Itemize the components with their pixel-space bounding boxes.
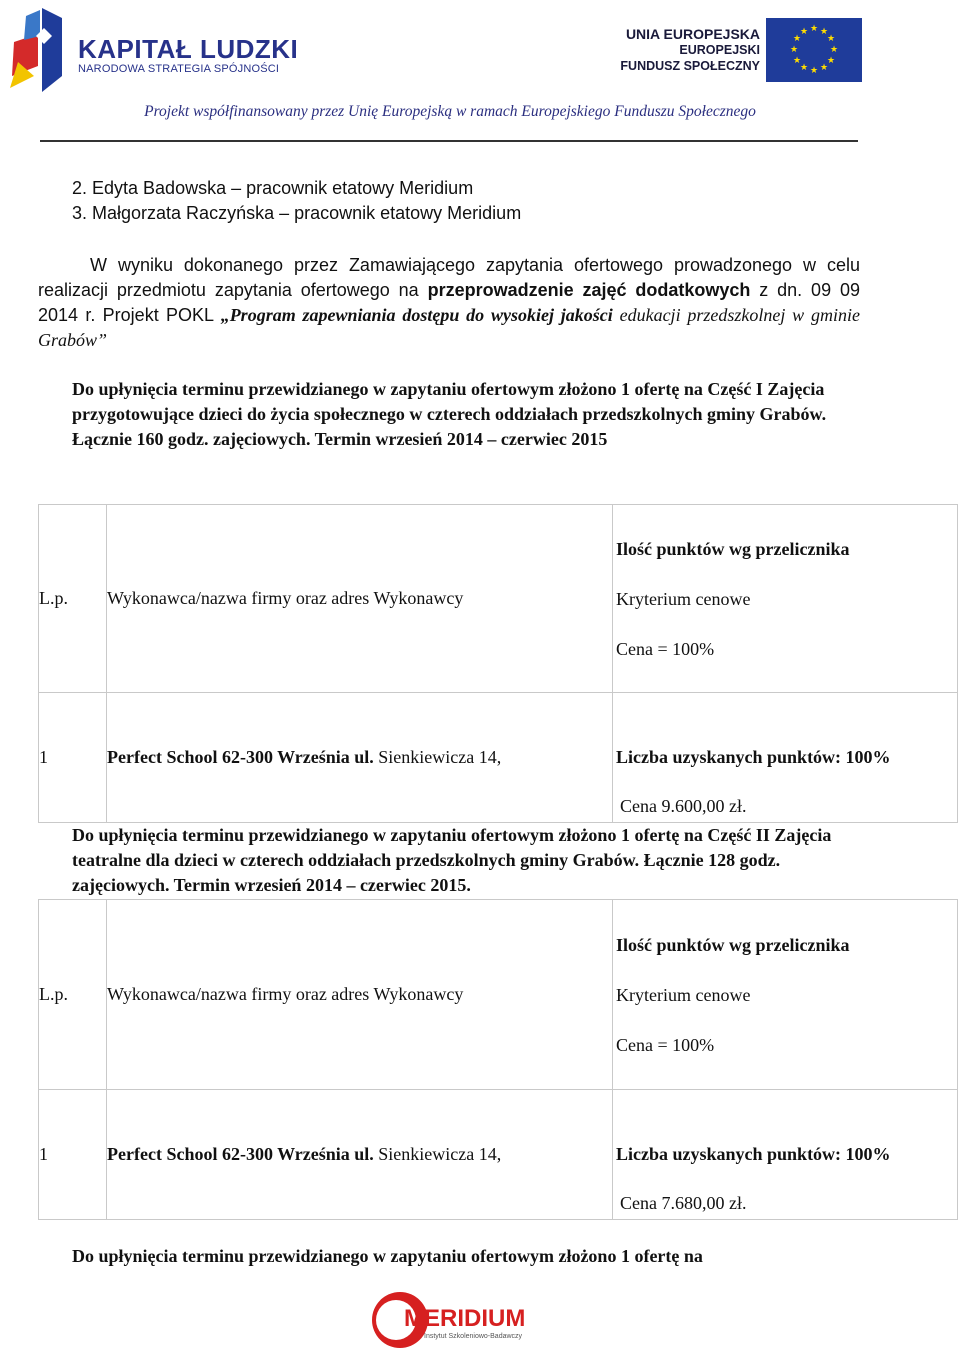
col-lp: L.p. [39, 900, 107, 1090]
intro-date: z dn. 09 09 2014 r. Projekt POKL [38, 280, 860, 325]
intro-paragraph [38, 253, 860, 353]
price-weight: Cena = 100% [616, 638, 715, 659]
svg-text:★: ★ [819, 27, 829, 37]
points-header: Ilość punktów wg przelicznika [616, 934, 850, 955]
eu-label-line2: EUROPEJSKI [679, 43, 760, 57]
points-header: Ilość punktów wg przelicznika [616, 538, 850, 559]
eu-label-line1: UNIA EUROPEJSKA [625, 26, 760, 42]
svg-text:★: ★ [826, 34, 836, 44]
row-lp: 1 [39, 693, 107, 823]
price-weight: Cena = 100% [616, 1034, 715, 1055]
header-divider [40, 140, 858, 142]
offers-table-part1 [38, 504, 958, 823]
svg-text:★: ★ [799, 27, 809, 37]
col-points [613, 900, 958, 1090]
svg-text:★: ★ [792, 56, 802, 66]
svg-text:★: ★ [829, 45, 839, 55]
eu-flag-icon [766, 18, 862, 82]
col-points [613, 505, 958, 693]
offers-table-part2 [38, 899, 958, 1220]
table-header-row [39, 900, 958, 1090]
row-points-value: Liczba uzyskanych punktów: 100% [616, 1144, 891, 1164]
eu-label [620, 26, 760, 74]
section-part2-text: Do upłynięcia terminu przewidzianego w zapytaniu ofertowym złożono 1 ofertę na Część II Zajęcia teatralne dla dzieci w czterech oddziałach przedszkolnych gminy Grabów. Łącznie 128 godz. zajęciowych. Termin wrzesień 2014 – czerwiec 2015. [72, 825, 832, 895]
row-contractor [107, 1090, 613, 1220]
kapital-ludzki-title: KAPITAŁ LUDZKI [78, 34, 299, 64]
cofinancing-note: Projekt współfinansowany przez Unię Europejską w ramach Europejskiego Funduszu Społecznego [144, 103, 756, 120]
svg-text:★: ★ [792, 34, 802, 44]
row-points [613, 1090, 958, 1220]
svg-text:★: ★ [799, 63, 809, 73]
svg-text:★: ★ [789, 45, 799, 55]
meridium-logo-text: MERIDIUM [404, 1305, 526, 1332]
svg-text:★: ★ [826, 56, 836, 66]
table-row [39, 1090, 958, 1220]
price-criterion: Kryterium cenowe [616, 588, 751, 609]
row-contractor-address: Sienkiewicza 14, [373, 747, 502, 767]
row-points [613, 693, 958, 823]
svg-text:★: ★ [809, 24, 819, 34]
meridium-logo [370, 1290, 530, 1350]
row-price: Cena 7.680,00 zł. [620, 1193, 747, 1213]
section-part1-text: Do upłynięcia terminu przewidzianego w zapytaniu ofertowym złożono 1 ofertę na Część I Zajęcia przygotowujące dzieci do życia społecznego w czterech oddziałach przedszkolnych gminy Grabów. Łącznie 160 godz. zajęciowych. Termin wrzesień 2014 – czerwiec 2015 [72, 379, 827, 449]
row-points-value: Liczba uzyskanych punktów: 100% [616, 747, 891, 767]
col-contractor: Wykonawca/nazwa firmy oraz adres Wykonawcy [107, 900, 613, 1090]
intro-program: „Program zapewniania dostępu do wysokiej jakości [220, 305, 613, 325]
row-lp: 1 [39, 1090, 107, 1220]
kapital-ludzki-subtitle: NARODOWA STRATEGIA SPÓJNOŚCI [78, 63, 280, 75]
row-contractor [107, 693, 613, 823]
list-item: 3. Małgorzata Raczyńska – pracownik etatowy Meridium [72, 203, 522, 223]
list-item: 2. Edyta Badowska – pracownik etatowy Meridium [72, 178, 474, 198]
svg-text:★: ★ [819, 63, 829, 73]
row-contractor-address: Sienkiewicza 14, [373, 1144, 502, 1164]
table-header-row [39, 505, 958, 693]
price-criterion: Kryterium cenowe [616, 984, 751, 1005]
row-price: Cena 9.600,00 zł. [620, 796, 747, 816]
eu-label-line3: FUNDUSZ SPOŁECZNY [620, 59, 760, 73]
intro-text: W wyniku dokonanego przez Zamawiającego zapytania ofertowego prowadzonego w celu realizacji przedmiotu zapytania ofertowego na [38, 255, 860, 300]
table-row [39, 693, 958, 823]
col-contractor: Wykonawca/nazwa firmy oraz adres Wykonawcy [107, 505, 613, 693]
section-part3-text: Do upłynięcia terminu przewidzianego w zapytaniu ofertowym złożono 1 ofertę na [72, 1246, 703, 1266]
row-contractor-name: Perfect School 62-300 Września ul. [107, 1144, 374, 1164]
row-contractor-name: Perfect School 62-300 Września ul. [107, 747, 374, 767]
svg-text:★: ★ [809, 66, 819, 76]
meridium-logo-subtitle: Instytut Szkoleniowo-Badawczy [424, 1333, 523, 1340]
col-lp: L.p. [39, 505, 107, 693]
intro-program-cont: edukacji przedszkolnej w gminie Grabów” [38, 305, 860, 350]
intro-subject: przeprowadzenie zajęć dodatkowych [427, 280, 751, 300]
